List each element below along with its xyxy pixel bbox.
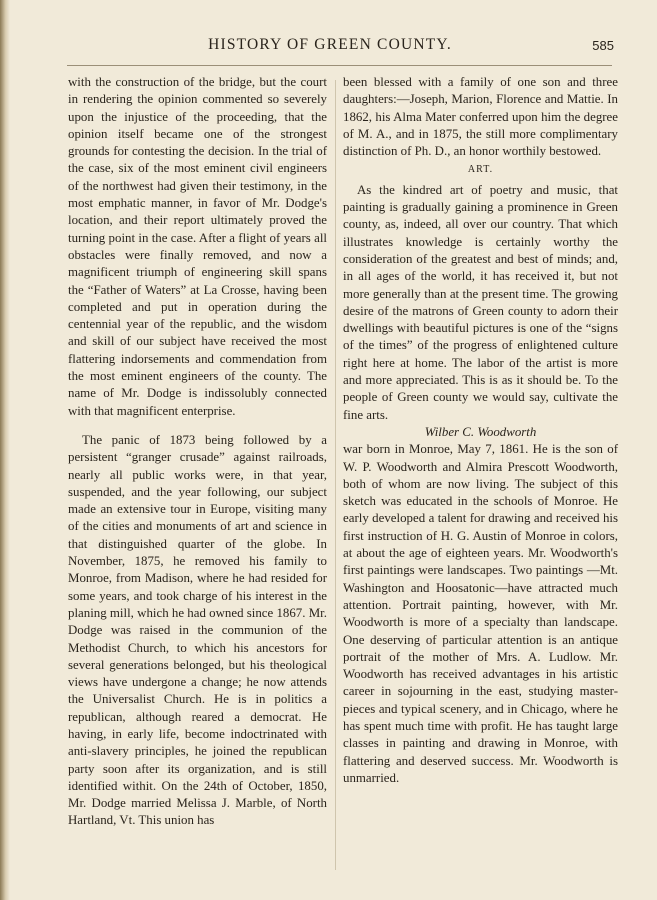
right-paragraph-3: war born in Monroe, May 7, 1861. He is the son of W. P. Woodworth and Almira Prescott Woodworth, both of whom are now living. The subject of this sketch was educated in the schools of Monroe. He early developed a talent for drawing and received his first instruction of H. G. Austin of Monroe in colors, at about the age of eighteen years. Mr. Woodworth's first paintings were landscapes. Two paintings —Mt. Washington and Hoosatonic—have attracted much attention. Portrait painting, however, with Mr. Woodworth is more of a specialty than landscape. One deserving of particular attention is an antique portrait of the mother of Mrs. A. Ludlow. Mr. Woodworth has received advantages in his artistic career in sojourning in the east, studying master-pieces and typical scenery, and in Chicago, where he has spent much time with profit. He has taught large classes in painting and drawing in Monroe, with flattering and deserved success. Mr. Woodworth is unmarried. bbox=[343, 442, 618, 785]
column-divider bbox=[335, 80, 336, 870]
section-heading-art: ART. bbox=[467, 164, 494, 176]
right-paragraph-2: As the kindred art of poetry and music, that painting is gradually gaining a prominence in Green county, as, indeed, all over our country. That which illustrates knowledge is certainly worthy the consideration of the greatest and best of minds; and, in all ages of the world, it has received it, but not more generally than at the present time. The growing desire of the matrons of Green county to adorn their dwellings with beautiful pictures is one of the “signs of the times” of the progress of enlightened culture right here at home. The labor of the artist is more and more appreciated. This is as it should be. To the people of Green county we would say, cultivate the fine arts. bbox=[343, 182, 618, 422]
header-rule bbox=[67, 65, 612, 66]
running-header bbox=[0, 36, 657, 58]
page-gutter-shadow bbox=[0, 0, 10, 900]
page-title: HISTORY OF GREEN COUNTY. bbox=[208, 36, 452, 53]
biography-byline: Wilber C. Woodworth bbox=[424, 424, 537, 439]
page-number: 585 bbox=[592, 38, 614, 53]
right-column bbox=[343, 74, 618, 787]
right-paragraph-1: been blessed with a family of one son and three daughters:—Joseph, Marion, Florence and Mattie. In 1862, his Alma Mater conferred upon him the degree of M. A., and in 1875, the still more complimentary distinction of Ph. D., an honor worthily bestowed. bbox=[343, 75, 618, 159]
left-paragraph-1: with the construction of the bridge, but the court in rendering the opinion commented so severely upon the injustice of the proceeding, that the opinion itself became one of the strongest grounds for contesting the decision. In the trial of the case, six of the most eminent civil engineers of the northwest had given their testimony, in the most emphatic manner, in favor of Mr. Dodge's location, and their report ultimately proved the turning point in the case. After a flight of years all obstacles were finally removed, and now a magnificent triumph of engineering skill spans the “Father of Waters” at La Crosse, having been completed and put in operation during the centennial year of the republic, and the wisdom and skill of our subject have received the most flattering indorsements and commendation from the most eminent engineers of the county. The name of Mr. Dodge is indissolubly connected with that magnificent enterprise. bbox=[68, 75, 327, 418]
left-column bbox=[68, 74, 327, 830]
left-paragraph-2: The panic of 1873 being followed by a persistent “granger crusade” against railroads, nearly all public works were, in that year, suspended, and the year following, our subject made an extensive tour in Europe, visiting many of the cities and monuments of art and science in that distinguished quarter of the globe. In November, 1875, he removed his family to Monroe, from Madison, where he had resided for some years, and took charge of his interest in the planing mill, which he had owned since 1867. Mr. Dodge was raised in the communion of the Methodist Church, to which his ancestors for several generations belonged, but his theological views have undergone a change; he now attends the Universalist Church. He is in politics a republican, although reared a democrat. He having, in early life, become indoctrinated with anti-slavery principles, he joined the republican party soon after its organization, and is still identified withit. On the 24th of October, 1850, Mr. Dodge married Melissa J. Marble, of North Hartland, Vt. This union has bbox=[68, 432, 327, 828]
